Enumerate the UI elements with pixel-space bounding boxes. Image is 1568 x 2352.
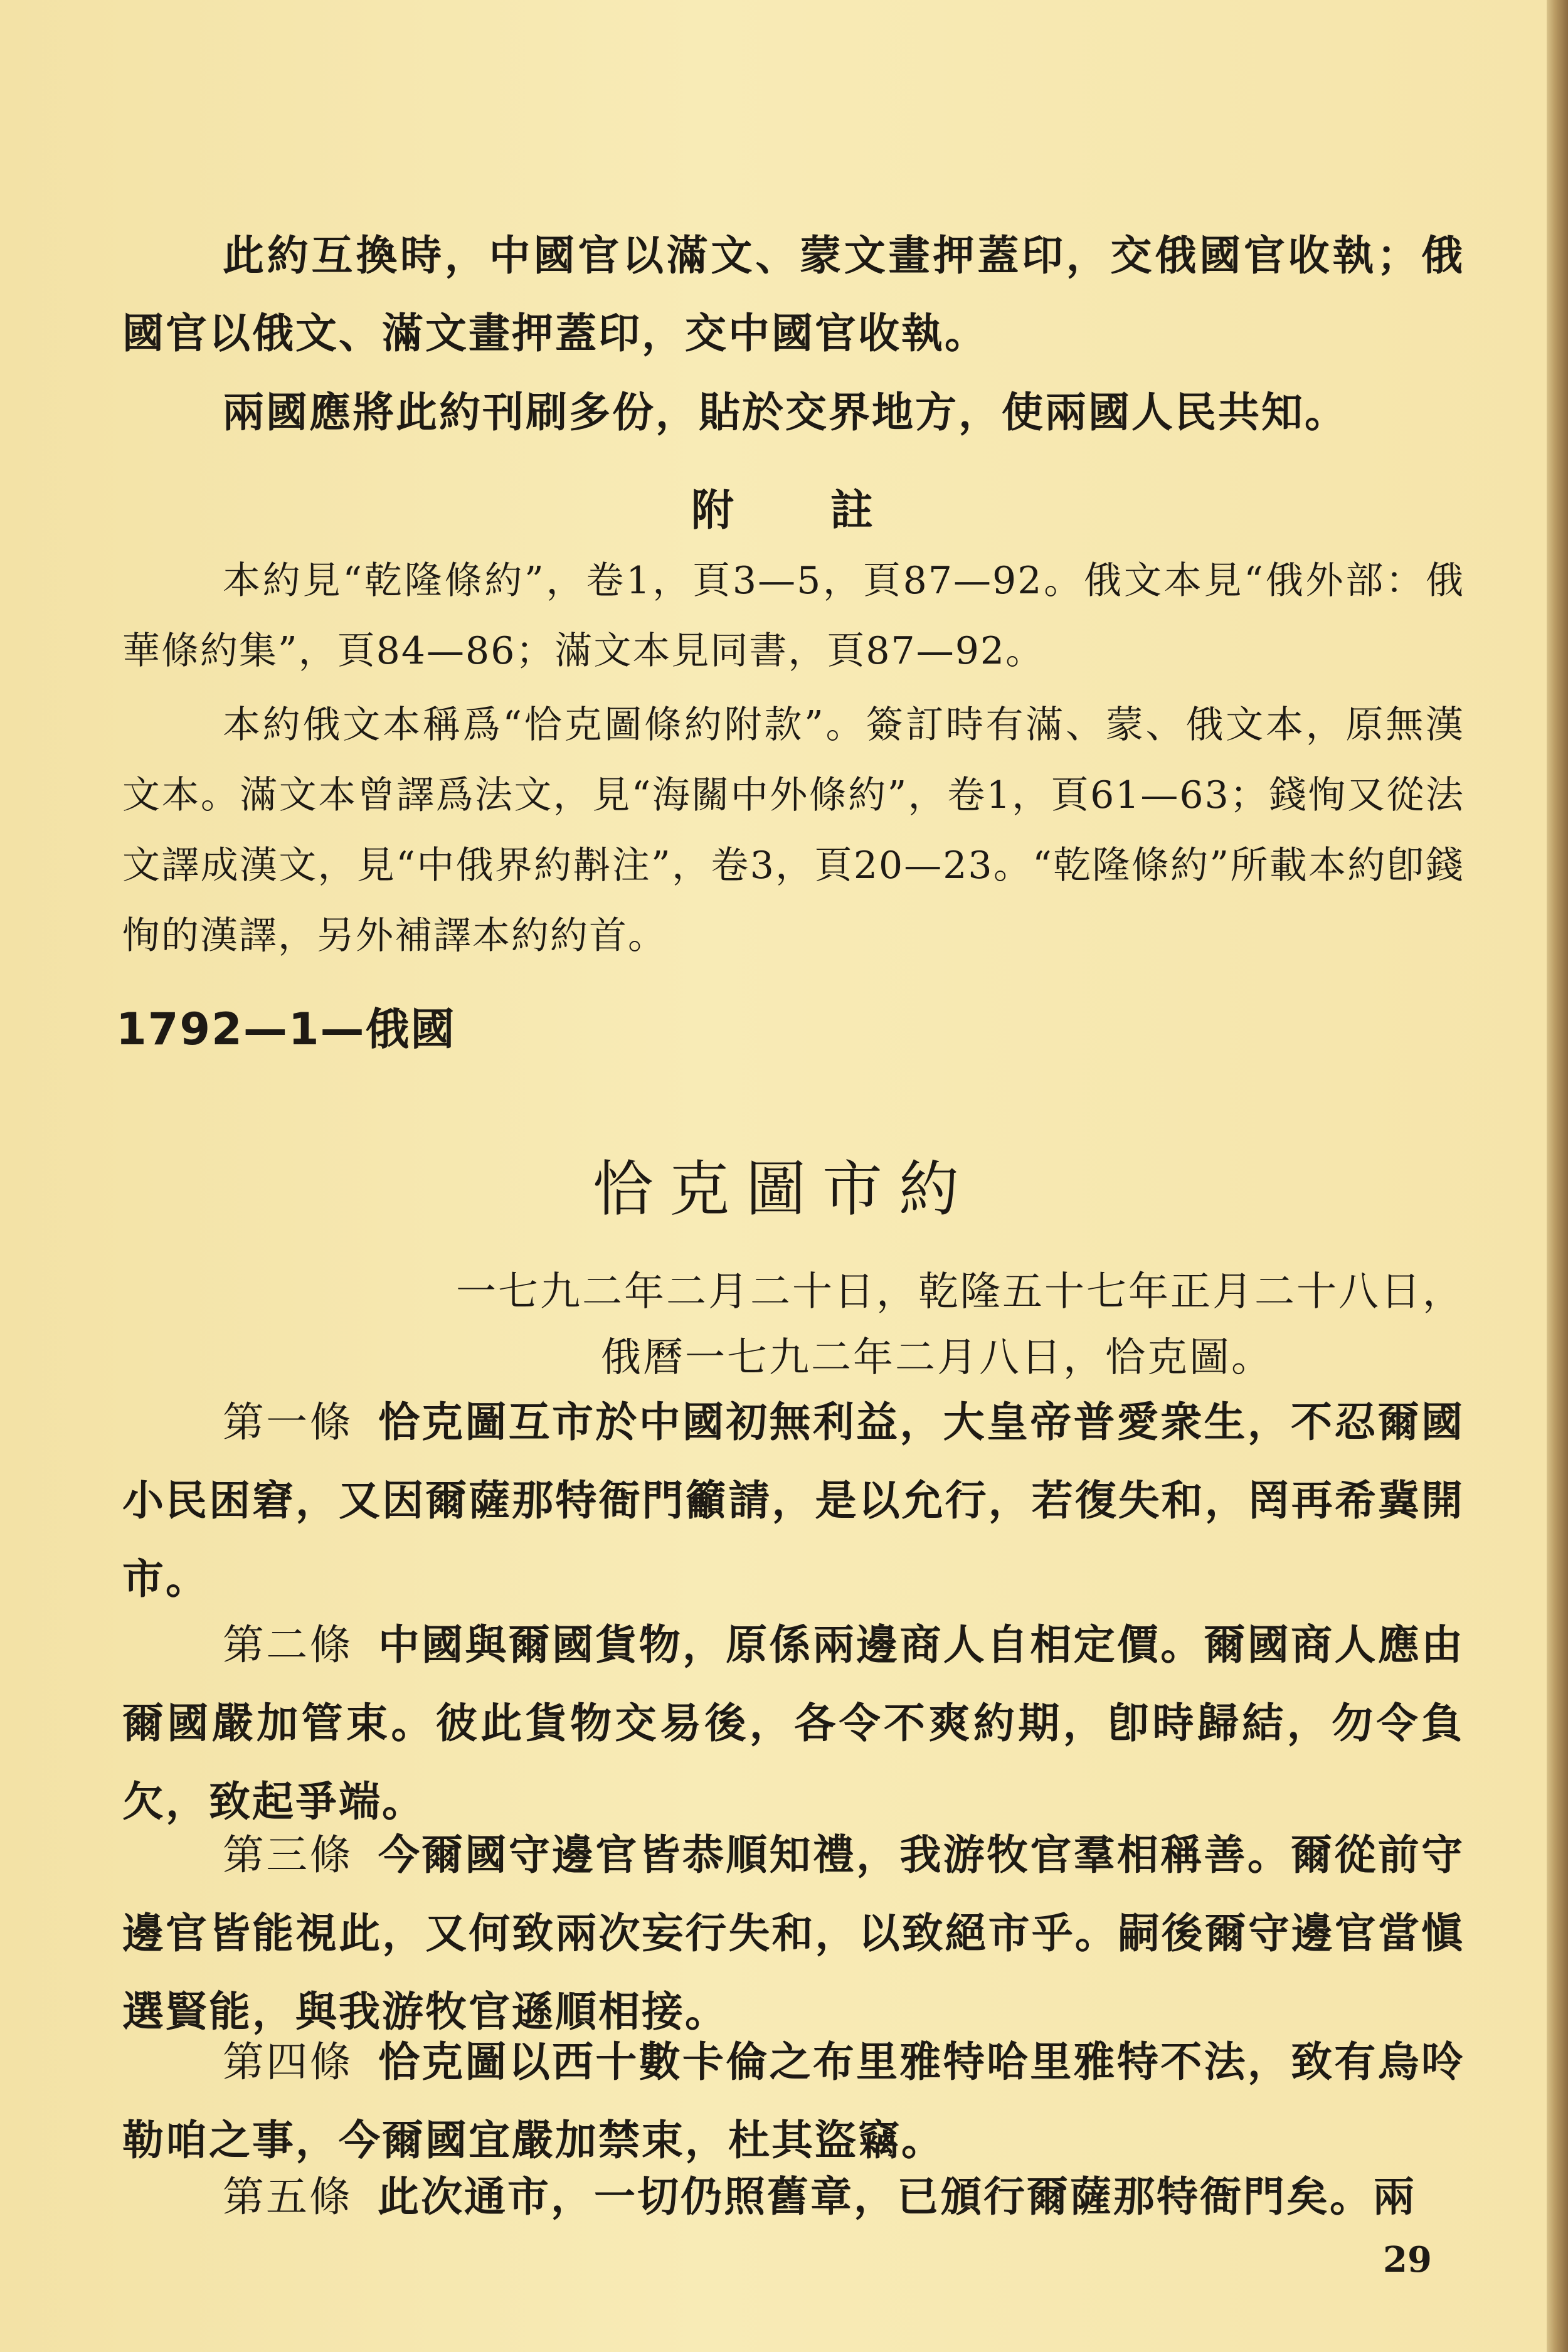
article-label: 第一條: [223, 1398, 353, 1446]
treaty-title: 恰克圖市約: [593, 1154, 975, 1224]
article-label: 第三條: [223, 1831, 353, 1879]
article-text: 此次通市，一切仍照舊章，已頒行爾薩那特衙門矣。兩: [378, 2172, 1416, 2221]
article-text: 今爾國守邊官皆恭順知禮，我游牧官羣相稱善。爾從前守邊官皆能視此，又何致兩次妄行失和，以致絕市乎。嗣後爾守邊官當愼選賢能，與我游牧官遜順相接。: [122, 1830, 1465, 2036]
article-text: 恰克圖以西十數卡倫之布里雅特哈里雅特不法，致有烏呤勒咱之事，今爾國宜嚴加禁束，杜其盜竊。: [122, 2037, 1465, 2164]
section-heading: 1792—1—俄國: [116, 1004, 456, 1055]
article-2: [122, 1606, 1465, 1841]
page-number: 29: [1383, 2239, 1432, 2280]
dateline-2: 俄曆一七九二年二月八日，恰克圖。: [601, 1335, 1273, 1381]
notes-paragraph-1: 本約見“乾隆條約”，卷1，頁3—5，頁87—92。俄文本見“俄外部：俄華條約集”，頁84—86；滿文本見同書，頁87—92。: [122, 559, 1465, 673]
article-text: 恰克圖互市於中國初無利益，大皇帝普愛衆生，不忍爾國小民困窘，又因爾薩那特衙門籲請，是以允行，若復失和，罔再希冀開市。: [122, 1397, 1465, 1603]
article-4: [122, 2023, 1465, 2180]
article-text: 中國與爾國貨物，原係兩邊商人自相定價。爾國商人應由爾國嚴加管束。彼此貨物交易後，各令不爽約期，卽時歸結，勿令負欠，致起爭端。: [122, 1620, 1465, 1826]
closing-paragraph-2: 兩國應將此約刊刷多份，貼於交界地方，使兩國人民共知。: [223, 388, 1348, 437]
dateline-1: 一七九二年二月二十日，乾隆五十七年正月二十八日，: [456, 1269, 1465, 1315]
notes-paragraph-2: 本約俄文本稱爲“恰克圖條約附款”。簽訂時有滿、蒙、俄文本，原無漢文本。滿文本曾譯爲法文，見“海關中外條約”，卷1，頁61—63；錢恂又從法文譯成漢文，見“中俄界約斠注”，卷3，頁20—23。“乾隆條約”所載本約卽錢恂的漢譯，另外補譯本約約首。: [122, 703, 1465, 958]
closing-paragraph-1: 此約互換時，中國官以滿文、蒙文畫押蓋印，交俄國官收執；俄國官以俄文、滿文畫押蓋印，交中國官收執。: [122, 231, 1465, 358]
article-label: 第二條: [223, 1621, 353, 1669]
article-label: 第五條: [223, 2173, 352, 2221]
notes-title: 附 註: [691, 485, 877, 536]
article-1: [122, 1383, 1465, 1618]
article-3: [122, 1816, 1465, 2051]
article-label: 第四條: [223, 2038, 353, 2086]
article-5: [122, 2158, 1465, 2236]
